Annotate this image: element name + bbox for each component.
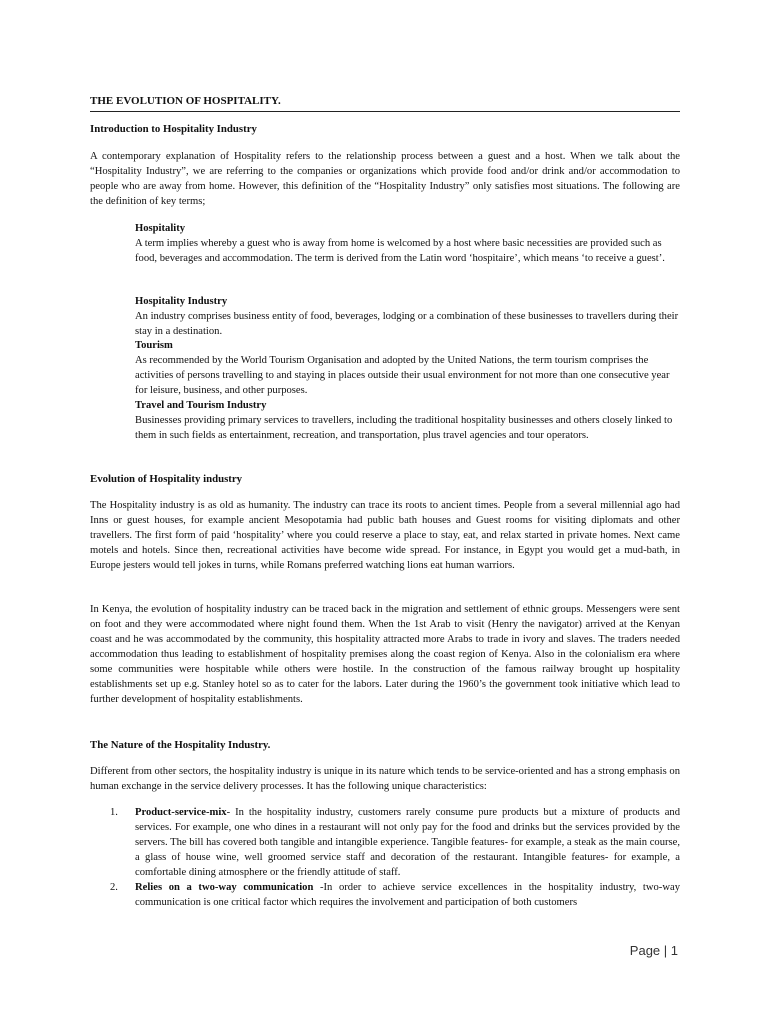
- term-hospitality-industry: [135, 294, 680, 339]
- characteristic-text: -In order to achieve service excellences in the hospitality industry, two-way communication is one critical factor which requires the involvement and participation of both customers: [135, 882, 680, 908]
- term-title: Travel and Tourism Industry: [135, 400, 267, 411]
- list-number: 2.: [110, 882, 118, 893]
- nature-heading: The Nature of the Hospitality Industry.: [90, 739, 271, 751]
- term-travel-tourism-industry: [135, 398, 680, 443]
- term-title: Hospitality: [135, 223, 186, 234]
- term-definition: Businesses providing primary services to travellers, including the traditional hospitality businesses and others closely linked to them in such fields as entertainment, recreation, and transportation, plus travel agencies and tour operators.: [135, 415, 673, 441]
- characteristics-list: [90, 805, 680, 910]
- characteristic-name: Product-service-mix: [135, 807, 227, 818]
- page-title: THE EVOLUTION OF HOSPITALITY.: [90, 94, 680, 112]
- term-title: Tourism: [135, 340, 173, 351]
- nature-paragraph: Different from other sectors, the hospitality industry is unique in its nature which tends to be service-oriented and has a strong emphasis on human exchange in the service delivery processes. It has the following unique characteristics:: [90, 766, 680, 792]
- evolution-paragraph-2: In Kenya, the evolution of hospitality industry can be traced back in the migration and settlement of ethnic groups. Messengers were sent on foot and they were accommodated where night found them. When the 1st Arab to visit (Henry the navigator) arrived at the Kenyan coast and he was accommodated by the community, this hospitality attracted more Arabs to trade in ivory and slaves. The traders needed accommodation thus leading to establishment of hospitality premises along the coast region of Kenya. Also in the colonialism era where some communities were hospitable while others were hostile. In the construction of the famous railway brought up hospitality establishments set up e.g. Stanley hotel so as to cater for the labors. Later during the 1960’s the government took initiative which lead to further development of hospitality establishments.: [90, 604, 680, 705]
- intro-paragraph: A contemporary explanation of Hospitality refers to the relationship process between a guest and a host. When we talk about the “Hospitality Industry”, we are referring to the companies or organizations which provide food and/or drink and/or accommodation to people who are away from home. However, this definition of the “Hospitality Industry” only satisfies most situations. The following are the definition of key terms;: [90, 151, 680, 207]
- list-item: [90, 805, 680, 880]
- evolution-paragraph-1: The Hospitality industry is as old as humanity. The industry can trace its roots to ancient times. People from a several millennial ago had Inns or guest houses, for example ancient Mesopotamia had public bath houses and Guest rooms for visiting diplomats and other travellers. The first form of paid ‘hospitality’ where you could reserve a place to stay, eat, and relax started in private homes. Next came motels and hotels. Since then, recreational activities have become wide spread. For instance, in Egypt you would get a mud-bath, in Europe jesters would tell jokes in turns, while Romans preferred watching lions eat human warriors.: [90, 500, 680, 571]
- characteristic-name: Relies on a two-way communication: [135, 882, 314, 893]
- evolution-heading: Evolution of Hospitality industry: [90, 473, 243, 485]
- list-item: [90, 880, 680, 910]
- list-number: 1.: [110, 807, 118, 818]
- term-definition: As recommended by the World Tourism Organisation and adopted by the United Nations, the term tourism comprises the activities of persons travelling to and staying in places outside their usual environment for not more than one consecutive year for leisure, business, and other purposes.: [135, 355, 670, 396]
- intro-heading: Introduction to Hospitality Industry: [90, 123, 257, 135]
- page-number: Page | 1: [629, 943, 678, 958]
- characteristic-text: - In the hospitality industry, customers rarely consume pure products but a mixture of products and services. For example, one who dines in a restaurant will not only pay for the food and drinks but the services provided by the servers. The bill has covered both tangible and intangible experience. Tangible features- for example, a steak as the main course, a glass of house wine, well groomed service staff and decoration of the restaurant. Intangible features- for example, a comfortable dining atmosphere or the friendly attitude of staff.: [135, 807, 680, 878]
- term-hospitality: [135, 221, 680, 266]
- term-title: Hospitality Industry: [135, 296, 228, 307]
- term-definition: A term implies whereby a guest who is away from home is welcomed by a host where basic necessities are provided such as food, beverages and accommodation. The term is derived from the Latin word ‘hospitaire’, which means ‘to receive a guest’.: [135, 238, 665, 264]
- term-tourism: [135, 338, 680, 398]
- term-definition: An industry comprises business entity of food, beverages, lodging or a combination of these businesses to travellers during their stay in a destination.: [135, 311, 679, 337]
